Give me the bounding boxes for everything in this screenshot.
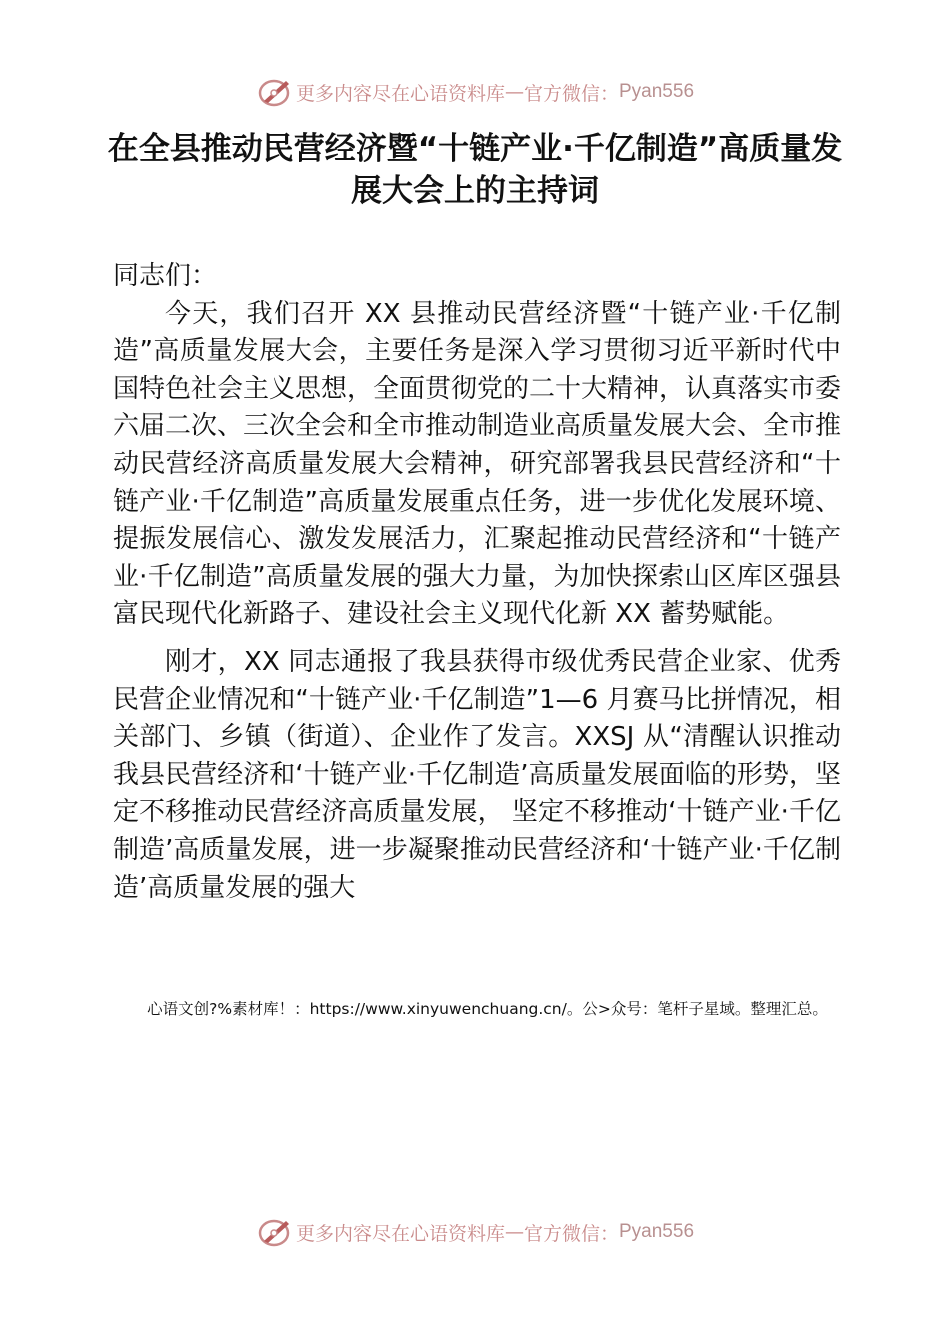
paragraph-2: 刚才，XX 同志通报了我县获得市级优秀民营企业家、优秀民营企业情况和“十链产业·千亿制造”1—6 月赛马比拼情况，相关部门、乡镇（街道）、企业作了发言。XXSJ 从“清醒认识推动我县民营经济和‘十链产业·千亿制造’高质量发展面临的形势，坚定不移推动民营经济高质量发展， 坚定不移推动‘十链产业·千亿制造’高质量发展，进一步凝聚推动民营经济和‘十链产业·千亿制造’高质量发展的强大 xyxy=(113,646,841,903)
greeting: 同志们： xyxy=(113,261,218,291)
watermark-footer xyxy=(0,1212,950,1252)
paragraph-1: 今天，我们召开 XX 县推动民营经济暨“十链产业·千亿制造”高质量发展大会，主要任务是深入学习贯彻习近平新时代中国特色社会主义思想，全面贯彻党的二十大精神，认真落实市委六届二次、三次全会和全市推动制造业高质量发展大会、全市推动民营经济高质量发展大会精神，研究部署我县民营经济和“十链产业·千亿制造”高质量发展重点任务，进一步优化发展环境、提振发展信心、激发发展活力，汇聚起推动民营经济和“十链产业·千亿制造”高质量发展的强大力量，为加快探索山区库区强县富民现代化新路子、建设社会主义现代化新 XX 蓄势赋能。 xyxy=(113,298,842,630)
watermark-cn-text: 更多内容尽在心语资料库 xyxy=(295,1222,505,1245)
pen-logo-icon xyxy=(256,1215,294,1249)
document-title: 在全县推动民营经济暨“十链产业·千亿制造”高质量发展大会上的主持词 xyxy=(107,131,843,209)
source-note: 心语文创?%素材库！：https://www.xinyuwenchuang.cn/。公>众号：笔杆子星域。整理汇总。 xyxy=(147,1000,828,1018)
watermark-wechat-label: 官方微信： xyxy=(523,82,619,105)
watermark-dash: — xyxy=(504,81,524,103)
pen-logo-icon xyxy=(256,75,294,109)
watermark-cn-text: 更多内容尽在心语资料库 xyxy=(295,82,505,105)
watermark-wechat-id: Pyan556 xyxy=(619,81,695,102)
watermark-wechat-label: 官方微信： xyxy=(523,1222,619,1245)
document-body xyxy=(113,258,841,907)
watermark-header xyxy=(0,72,950,112)
watermark-wechat-id: Pyan556 xyxy=(619,1221,695,1242)
watermark-dash: — xyxy=(504,1221,524,1243)
